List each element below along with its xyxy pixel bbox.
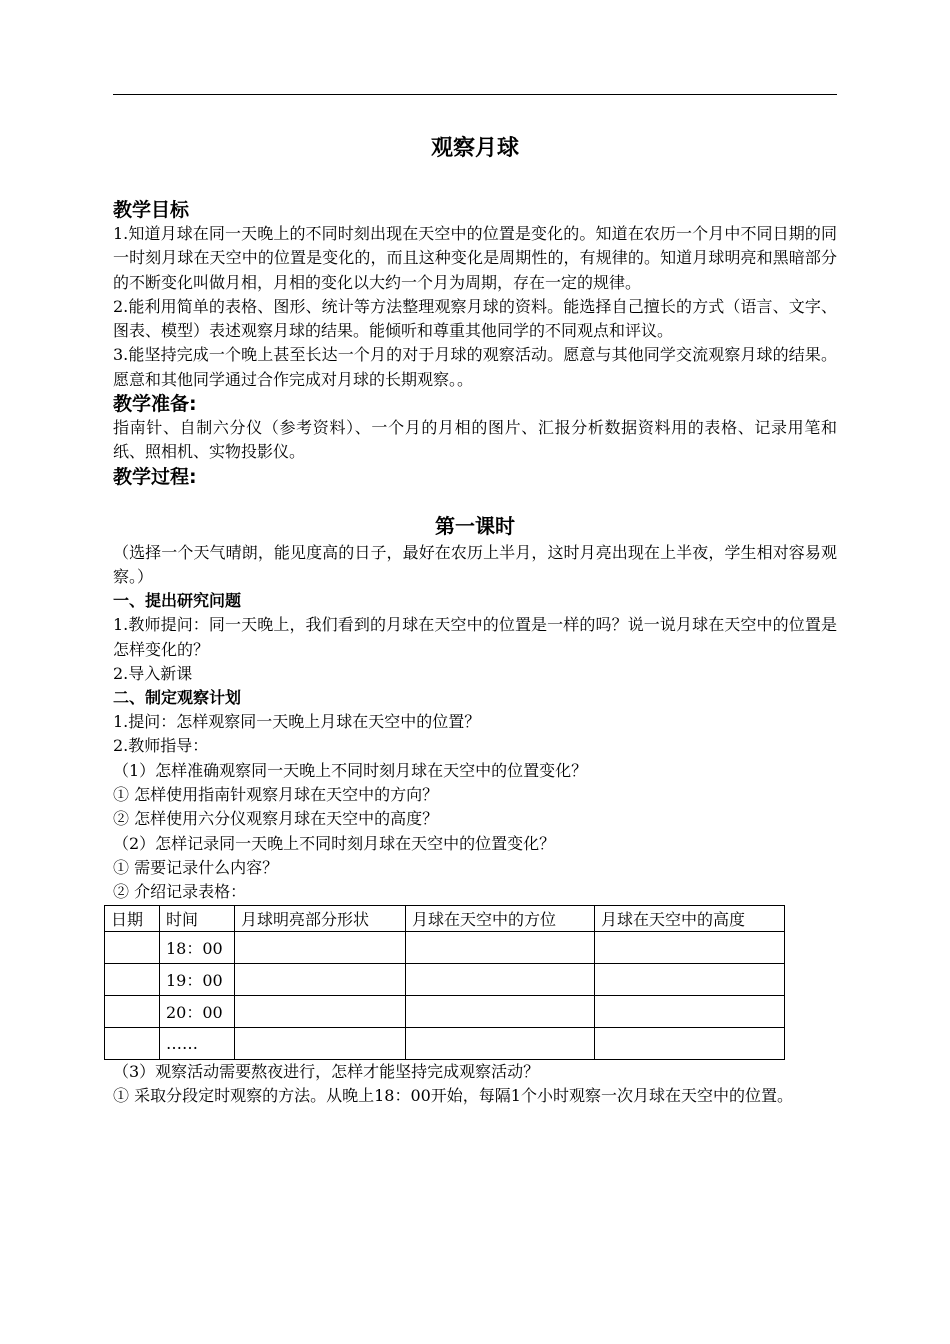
- table-cell: [595, 1027, 785, 1059]
- table-row: [105, 1027, 785, 1059]
- section-heading: 二、制定观察计划: [113, 688, 242, 708]
- table-cell: [105, 1027, 160, 1059]
- table-cell: [105, 995, 160, 1027]
- header-rule: [113, 94, 837, 95]
- section-item: （1）怎样准确观察同一天晚上不同时刻月球在天空中的位置变化？: [113, 760, 588, 780]
- page-title: 观察月球: [430, 136, 519, 161]
- table-cell: [406, 995, 595, 1027]
- table-row: [105, 931, 785, 963]
- table-row: [105, 995, 785, 1027]
- table-row: [105, 963, 785, 995]
- section-heading: 一、提出研究问题: [113, 591, 242, 611]
- table-cell-time: 20：00: [160, 995, 235, 1027]
- table-cell-time: 18：00: [160, 931, 235, 963]
- preparation-heading: 教学准备:: [113, 393, 197, 416]
- lesson-title: 第一课时: [435, 513, 515, 538]
- record-table: [104, 905, 785, 1060]
- table-header-cell: 月球明亮部分形状: [235, 905, 406, 931]
- table-cell: [235, 931, 406, 963]
- section-item: ② 怎样使用六分仪观察月球在天空中的高度？: [113, 809, 439, 829]
- table-header-row: [105, 905, 785, 931]
- section-item: （2）怎样记录同一天晚上不同时刻月球在天空中的位置变化？: [113, 833, 556, 853]
- objective-item: 3.能坚持完成一个晚上甚至长达一个月的对于月球的观察活动。愿意与其他同学交流观察月球的结果。愿意和其他同学通过合作完成对月球的长期观察。。: [113, 345, 837, 389]
- table-header-cell: 日期: [105, 905, 160, 931]
- table-header-cell: 月球在天空中的方位: [406, 905, 595, 931]
- table-cell: [406, 931, 595, 963]
- objective-item: 1.知道月球在同一天晚上的不同时刻出现在天空中的位置是变化的。知道在农历一个月中不同日期的同一时刻月球在天空中的位置是变化的，而且这种变化是周期性的，有规律的。知道月球明亮和黑暗部分的不断变化叫做月相，月相的变化以大约一个月为周期，存在一定的规律。: [113, 224, 837, 292]
- table-cell: [235, 963, 406, 995]
- section-item: 2.导入新课: [113, 663, 193, 683]
- objective-item: 2.能利用简单的表格、图形、统计等方法整理观察月球的资料。能选择自己擅长的方式（语言、文字、图表、模型）表述观察月球的结果。能倾听和尊重其他同学的不同观点和评议。: [113, 296, 837, 341]
- objectives-heading: 教学目标: [113, 199, 190, 221]
- table-cell: [105, 963, 160, 995]
- table-cell: [406, 1027, 595, 1059]
- table-cell-time: 19：00: [160, 963, 235, 995]
- table-cell: [235, 1027, 406, 1059]
- preparation-text: 指南针、自制六分仪（参考资料）、一个月的月相的图片、汇报分析数据资料用的表格、记录用笔和纸、照相机、实物投影仪。: [113, 418, 837, 462]
- table-cell: [595, 931, 785, 963]
- table-header-cell: 时间: [160, 905, 235, 931]
- table-cell: [406, 963, 595, 995]
- table-header-cell: 月球在天空中的高度: [595, 905, 785, 931]
- table-cell: [595, 995, 785, 1027]
- section-item: ② 介绍记录表格：: [113, 882, 247, 902]
- lesson-intro: （选择一个天气晴朗，能见度高的日子，最好在农历上半月，这时月亮出现在上半夜，学生相对容易观察。）: [113, 542, 837, 586]
- table-cell: [235, 995, 406, 1027]
- section-item: ① 怎样使用指南针观察月球在天空中的方向？: [113, 785, 439, 805]
- process-heading: 教学过程:: [113, 465, 197, 488]
- document-body: [113, 130, 837, 1108]
- section-item: ① 需要记录什么内容？: [113, 857, 279, 877]
- section-item: 1.教师提问：同一天晚上，我们看到的月球在天空中的位置是一样的吗？说一说月球在天空中的位置是怎样变化的？: [113, 615, 837, 659]
- section-item: （3）观察活动需要熬夜进行，怎样才能坚持完成观察活动？: [113, 1061, 540, 1081]
- section-item: ① 采取分段定时观察的方法。从晚上18：00开始，每隔1个小时观察一次月球在天空中的位置。: [113, 1085, 793, 1105]
- section-item: 1.提问：怎样观察同一天晚上月球在天空中的位置？: [113, 712, 481, 732]
- table-cell: [105, 931, 160, 963]
- section-item: 2.教师指导：: [113, 736, 209, 756]
- table-cell: [595, 963, 785, 995]
- table-cell-time: ……: [160, 1027, 235, 1059]
